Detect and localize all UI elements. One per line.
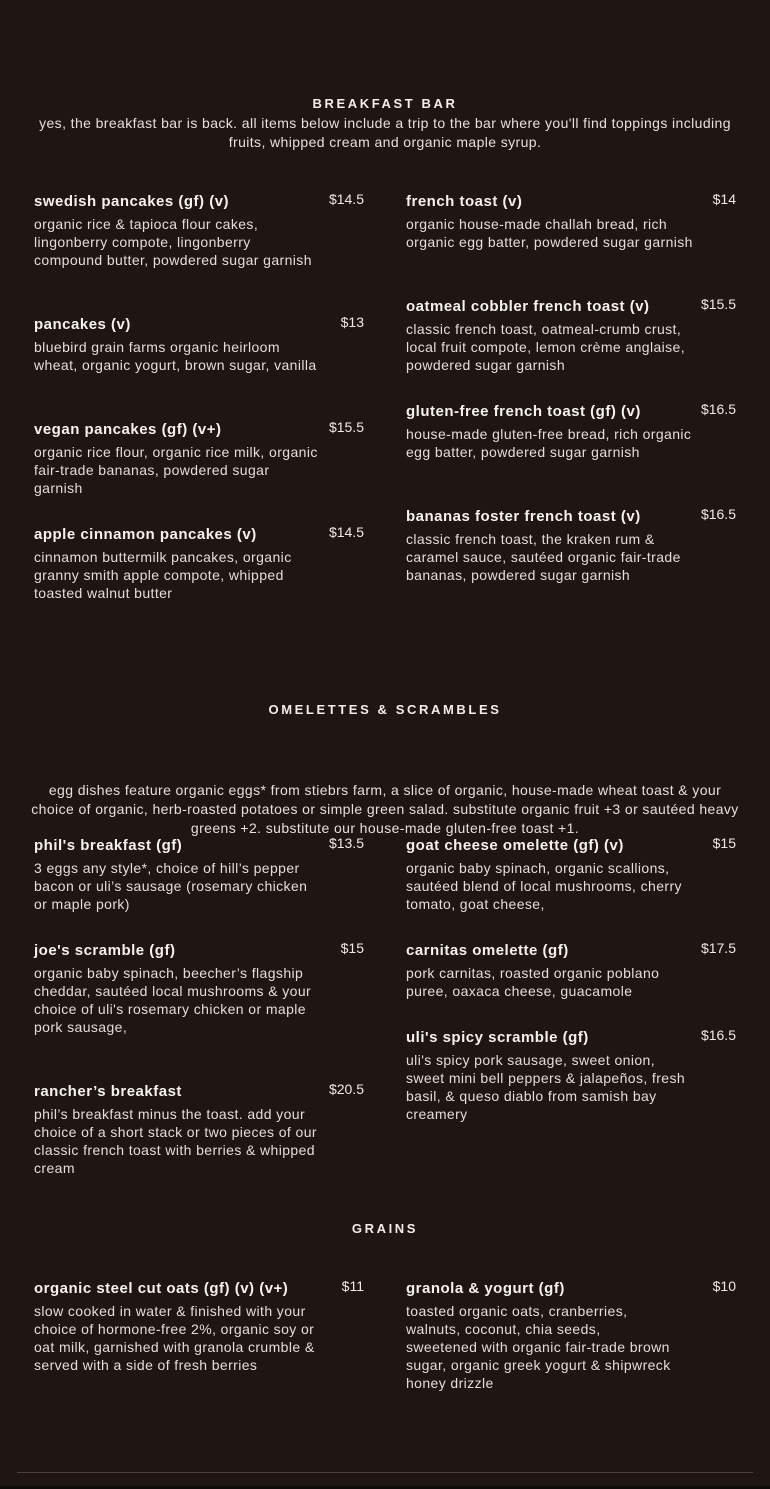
menu-item [406,942,736,1000]
menu-item [406,1029,736,1123]
item-price: $15 [712,835,736,851]
menu-item [406,193,736,251]
menu-item [34,421,364,497]
item-description: 3 eggs any style*, choice of hill’s pepper bacon or uli’s sausage (rosemary chicken or maple pork) [34,860,308,912]
menu-item [406,403,736,461]
item-price: $14.5 [328,191,364,207]
item-description: classic french toast, the kraken rum & caramel sauce, sautéed organic fair-trade bananas, powdered sugar garnish [406,531,681,583]
menu-item [34,193,364,269]
item-description: phil’s breakfast minus the toast. add your choice of a short stack or two pieces of our classic french toast with berries & whipped cream [34,1106,317,1176]
item-name: granola & yogurt (gf) [406,1280,565,1297]
menu-item [406,508,736,584]
section-intro-omelettes: egg dishes feature organic eggs* from stiebrs farm, a slice of organic, house-made wheat toast & your choice of organic, herb-roasted potatoes or simple green salad. substitute organic fruit +3 or sautéed heavy greens +2. substitute our house-made gluten-free toast +1. [31,782,739,836]
item-name: oatmeal cobbler french toast (v) [406,298,650,315]
menu-item [406,298,736,374]
item-price: $16.5 [700,1027,736,1043]
item-name: swedish pancakes (gf) (v) [34,193,230,210]
item-name: rancher’s breakfast [34,1083,182,1100]
item-description: toasted organic oats, cranberries, walnuts, coconut, chia seeds, sweetened with organic fair-trade brown sugar, organic greek yogurt & shipwreck honey drizzle [406,1303,671,1391]
item-price: $14.5 [328,524,364,540]
item-name: gluten-free french toast (gf) (v) [406,403,641,420]
item-price: $15.5 [328,419,364,435]
item-name: goat cheese omelette (gf) (v) [406,837,624,854]
item-description: organic house-made challah bread, rich organic egg batter, powdered sugar garnish [406,216,693,250]
menu-item [406,837,736,913]
section-title-omelettes: OMELETTES & SCRAMBLES [268,702,502,717]
item-name: bananas foster french toast (v) [406,508,641,525]
item-price: $13 [340,314,364,330]
section-intro-breakfast-bar: yes, the breakfast bar is back. all items below include a trip to the bar where you'll find toppings including fruits, whipped cream and organic maple syrup. [39,115,731,150]
menu-item [34,1280,364,1374]
item-price: $11 [341,1278,364,1294]
section-title-breakfast-bar: BREAKFAST BAR [312,96,458,111]
item-price: $10 [712,1278,736,1294]
item-description: classic french toast, oatmeal-crumb crust, local fruit compote, lemon crème anglaise, powdered sugar garnish [406,321,686,373]
item-description: bluebird grain farms organic heirloom wheat, organic yogurt, brown sugar, vanilla [34,339,317,373]
item-price: $16.5 [700,401,736,417]
item-price: $14 [712,191,736,207]
item-description: uli's spicy pork sausage, sweet onion, sweet mini bell peppers & jalapeños, fresh basil, & queso diablo from samish bay creamery [406,1052,686,1122]
menu-item [34,942,364,1036]
item-price: $15.5 [700,296,736,312]
item-price: $13.5 [328,835,364,851]
item-description: organic baby spinach, organic scallions, sautéed blend of local mushrooms, cherry tomato, goat cheese, [406,860,682,912]
menu-item [34,1083,364,1177]
item-name: apple cinnamon pancakes (v) [34,526,257,543]
item-price: $17.5 [700,940,736,956]
menu-item [406,1280,736,1392]
menu-item [34,316,364,374]
item-name: vegan pancakes (gf) (v+) [34,421,222,438]
menu-item [34,526,364,602]
item-name: organic steel cut oats (gf) (v) (v+) [34,1280,289,1297]
item-price: $16.5 [700,506,736,522]
item-price: $15 [340,940,364,956]
item-name: french toast (v) [406,193,523,210]
item-name: carnitas omelette (gf) [406,942,569,959]
item-description: slow cooked in water & finished with your choice of hormone-free 2%, organic soy or oat milk, garnished with granola crumble & served with a side of fresh berries [34,1303,315,1373]
menu-item [34,837,364,913]
item-name: phil's breakfast (gf) [34,837,183,854]
item-name: joe's scramble (gf) [34,942,176,959]
item-description: organic rice flour, organic rice milk, organic fair-trade bananas, powdered sugar garnish [34,444,318,496]
item-name: pancakes (v) [34,316,131,333]
item-description: house-made gluten-free bread, rich organic egg batter, powdered sugar garnish [406,426,692,460]
item-name: uli's spicy scramble (gf) [406,1029,589,1046]
section-title-grains: GRAINS [351,1221,419,1236]
item-description: pork carnitas, roasted organic poblano puree, oaxaca cheese, guacamole [406,965,660,999]
item-description: organic baby spinach, beecher’s flagship cheddar, sautéed local mushrooms & your choice of uli's rosemary chicken or maple pork sausage, [34,965,312,1035]
item-description: organic rice & tapioca flour cakes, lingonberry compote, lingonberry compound butter, powdered sugar garnish [34,216,312,268]
item-price: $20.5 [328,1081,364,1097]
item-description: cinnamon buttermilk pancakes, organic granny smith apple compote, whipped toasted walnut butter [34,549,292,601]
footer-divider [17,1472,753,1473]
